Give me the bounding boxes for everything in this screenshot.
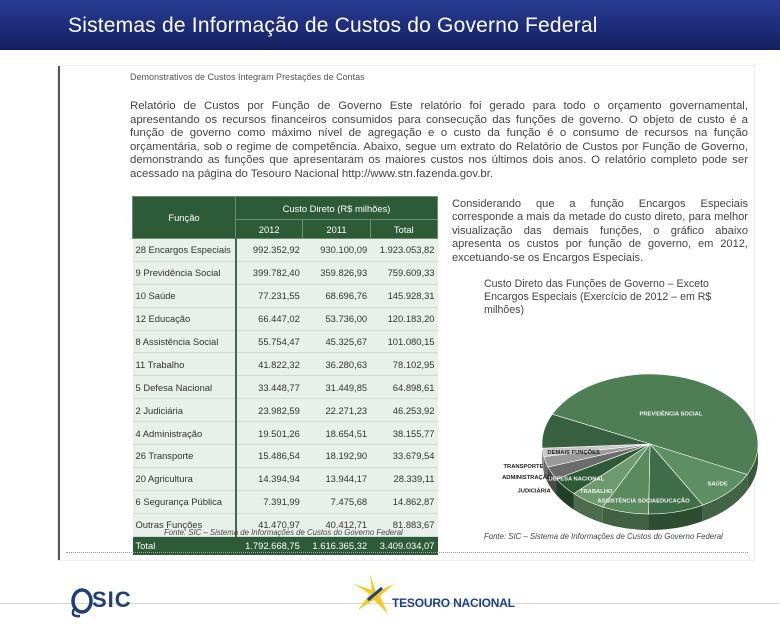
cell-v2011: 18.192,90 (303, 445, 370, 468)
cell-total: 120.183,20 (370, 307, 437, 330)
cell-v2012: 992.352,92 (236, 239, 303, 262)
tesouro-logo-text: TESOURO NACIONAL (392, 596, 515, 610)
cell-v2012: 15.486,54 (236, 445, 303, 468)
col-2011-header: 2011 (303, 220, 370, 239)
total-v2011: 1.616.365,32 (303, 536, 370, 555)
cell-total: 145.928,31 (370, 284, 437, 307)
chart-title: Custo Direto das Funções de Governo – Exceto Encargos Especiais (Exercício de 2012 – em R$ milhões) (484, 278, 712, 316)
cell-funcao: 9 Previdência Social (133, 261, 236, 284)
cell-v2011: 53.736,00 (303, 307, 370, 330)
cell-v2011: 40.412,71 (303, 513, 370, 536)
cell-total: 28.339,11 (370, 467, 437, 490)
pie-slice-label: TRANSPORTE (503, 463, 544, 470)
col-total-header: Total (370, 220, 437, 239)
cell-v2011: 45.325,67 (303, 330, 370, 353)
total-funcao: Total (133, 536, 236, 555)
pie-chart (500, 332, 760, 552)
cell-total: 78.102,95 (370, 353, 437, 376)
chart-intro-paragraph: Considerando que a função Encargos Especiais corresponde a mais da metade do custo direto, para melhor visualização das demais funções, o gráfico abaixo apresenta os custos por função de governo, em 2012, excetuando-se os Encargos Especiais. (452, 198, 748, 264)
cell-v2011: 68.696,76 (303, 284, 370, 307)
cell-v2012: 7.391,99 (236, 490, 303, 513)
cell-total: 14.862,87 (370, 490, 437, 513)
cell-v2011: 7.475,68 (303, 490, 370, 513)
document-heading: Demonstrativos de Custos Integram Prestações de Contas (130, 72, 365, 82)
cell-v2012: 41.822,32 (236, 353, 303, 376)
intro-paragraph (130, 100, 748, 182)
cell-total: 1.923.053,82 (370, 239, 437, 262)
col-group-header: Custo Direto (R$ milhões) (236, 197, 438, 220)
table-row (133, 490, 438, 513)
cell-funcao: 10 Saúde (133, 284, 236, 307)
cell-total: 759.609,33 (370, 261, 437, 284)
pie-slice-label: SAÚDE (707, 481, 728, 488)
cell-v2012: 55.754,47 (236, 330, 303, 353)
slide-title: Sistemas de Informação de Custos do Governo Federal (68, 14, 598, 37)
pie-slice-label: PREVIDÊNCIA SOCIAL (639, 411, 703, 418)
cell-v2012: 41.470,97 (236, 513, 303, 536)
table-row (133, 353, 438, 376)
cell-funcao: 11 Trabalho (133, 353, 236, 376)
intro-lead: Relatório de Custos por Função de Governo (130, 100, 382, 112)
cell-total: 64.898,61 (370, 376, 437, 399)
table-row (133, 307, 438, 330)
chart-source: Fonte: SIC – Sistema de Informações de Custos do Governo Federal (484, 532, 723, 541)
table-row (133, 376, 438, 399)
cell-total: 38.155,77 (370, 422, 437, 445)
table-row (133, 422, 438, 445)
cell-v2011: 359.826,93 (303, 261, 370, 284)
sic-logo-text: SIC (92, 587, 132, 612)
cell-v2012: 14.394,94 (236, 467, 303, 490)
cell-funcao: 28 Encargos Especiais (133, 239, 236, 262)
cell-v2011: 31.449,85 (303, 376, 370, 399)
cell-funcao: 26 Transporte (133, 445, 236, 468)
table-row (133, 399, 438, 422)
cell-v2012: 23.982,59 (236, 399, 303, 422)
cell-v2011: 36.280,63 (303, 353, 370, 376)
cell-funcao: 2 Judiciária (133, 399, 236, 422)
document-scan (58, 66, 754, 560)
pie-chart-svg (500, 332, 760, 552)
pie-slice-label: ADMINISTRAÇÃO (502, 475, 552, 482)
cell-funcao: 6 Segurança Pública (133, 490, 236, 513)
cell-v2011: 22.271,23 (303, 399, 370, 422)
cell-total: 101.080,15 (370, 330, 437, 353)
cell-v2012: 19.501,26 (236, 422, 303, 445)
total-total: 3.409.034,07 (370, 536, 437, 555)
cell-total: 81.883,67 (370, 513, 437, 536)
cell-v2012: 399.782,40 (236, 261, 303, 284)
pie-slice-label: DEFESA NACIONAL (548, 476, 605, 483)
pie-slice-label: EDUCAÇÃO (656, 498, 690, 505)
cell-v2012: 77.231,55 (236, 284, 303, 307)
cell-total: 46.253,92 (370, 399, 437, 422)
table-row (133, 284, 438, 307)
cell-funcao: 8 Assistência Social (133, 330, 236, 353)
col-funcao-header: Função (133, 197, 236, 239)
cell-funcao: 12 Educação (133, 307, 236, 330)
table-row (133, 261, 438, 284)
table-row (133, 330, 438, 353)
cell-v2012: 33.448,77 (236, 376, 303, 399)
pie-slice-label: TRABALHO (579, 489, 613, 496)
cell-v2012: 66.447,02 (236, 307, 303, 330)
cell-funcao: 4 Administração (133, 422, 236, 445)
cell-funcao: 20 Agricultura (133, 467, 236, 490)
pie-slice-label: ASSISTÊNCIA SOCIAL (597, 498, 660, 505)
cell-v2011: 930.100,09 (303, 239, 370, 262)
sic-logo (70, 583, 150, 623)
table-source: Fonte: SIC – Sistema de Informações de Custos do Governo Federal (164, 528, 403, 537)
cost-table (132, 196, 438, 555)
pie-slice-label: DEMAIS FUNÇÕES (547, 450, 600, 456)
col-2012-header: 2012 (236, 220, 303, 239)
cell-funcao: 5 Defesa Nacional (133, 376, 236, 399)
cell-funcao: Outras Funções (133, 513, 236, 536)
cell-v2011: 18.654,51 (303, 422, 370, 445)
table-row (133, 467, 438, 490)
cell-total: 33.679,54 (370, 445, 437, 468)
separator-line (66, 552, 748, 553)
slide-header (0, 0, 780, 50)
total-v2012: 1.792.668,75 (236, 536, 303, 555)
intro-rest: Este relatório foi gerado para todo o orçamento governamental, apresentando os recursos financeiros consumidos para consecução das funções de governo. O objeto de custo é a função de governo como máximo nível de agregação e o custo da função é o consumo de recursos na função orçamentária, sob o regime de competência. Abaixo, segue um extrato do Relatório de Custos por Função de Governo, demonstrando as funções que apresentaram os maiores custos nos últimos dois anos. O relatório completo pode ser acessado na página do Tesouro Nacional http://www.stn.fazenda.gov.br. (130, 100, 749, 180)
table-row (133, 239, 438, 262)
pie-slice-label: JUDICIÁRIA (517, 488, 551, 495)
table-row (133, 445, 438, 468)
cell-v2011: 13.944,17 (303, 467, 370, 490)
